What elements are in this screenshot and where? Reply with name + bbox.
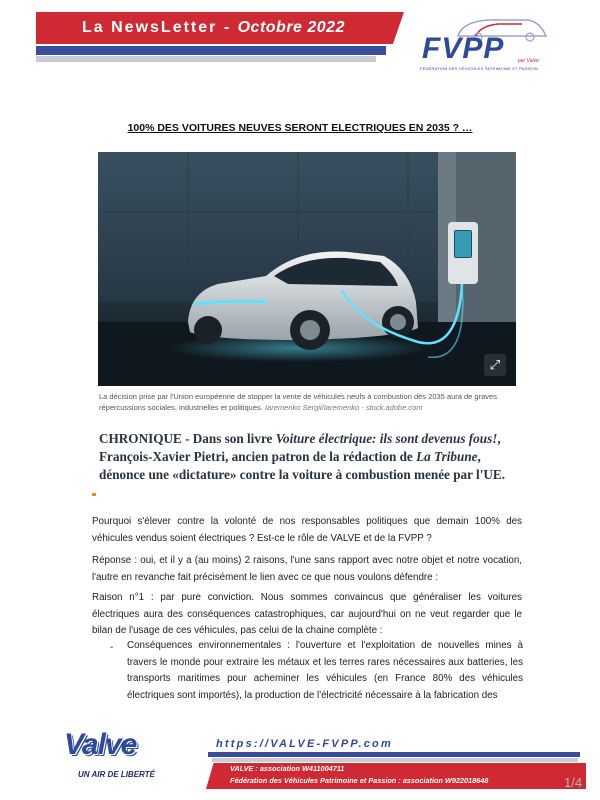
page-number: 1/4 xyxy=(564,775,583,790)
paragraph-3: Raison n°1 : par pure conviction. Nous sommes convaincus que généraliser les voitures électriques aura des conséquences catastrophiques, car aujourd'hui on ne veut regarder que le bilan de l'usage de ces véhicules, pas celui de la chaine complète : xyxy=(92,592,522,636)
chronique-newspaper: La Tribune xyxy=(416,449,478,464)
header-stripe-blue xyxy=(36,46,386,55)
fvpp-logo-par: par Valve xyxy=(518,58,539,64)
fvpp-logo-tagline: FÉDÉRATION DES VÉHICULES PATRIMOINE ET PASSION xyxy=(420,66,538,71)
valve-logo xyxy=(56,728,176,788)
newsletter-month: Octobre 2022 xyxy=(237,19,345,36)
image-caption xyxy=(99,391,519,413)
fvpp-logo xyxy=(418,12,558,74)
paragraph-1: Pourquoi s'élever contre la volonté de nos responsables politiques que demain 100% des véhicules vendus soient électriques ? Est-ce le rôle de VALVE et de la FVPP ? xyxy=(92,516,522,544)
valve-logo-text: Valve xyxy=(64,728,137,761)
electric-car-illustration xyxy=(98,152,516,386)
footer-association-fvpp: Fédération des Véhicules Patrimoine et Passion : association W922018648 xyxy=(230,776,489,785)
footer-stripe-blue xyxy=(208,752,580,757)
chronique-lead xyxy=(99,430,519,484)
chronique-book-title: Voiture électrique: ils sont devenus fous! xyxy=(275,431,498,446)
footer-website-link[interactable]: https://VALVE-FVPP.com xyxy=(216,738,393,750)
newsletter-title xyxy=(82,19,345,37)
hero-image xyxy=(98,152,516,386)
chronique-part-3: , dénonce une «dictature» contre la voiture à combustion menée par l'UE. xyxy=(99,449,505,482)
footer-association-valve: VALVE : association W411004711 xyxy=(230,764,345,773)
expand-icon[interactable]: ⤢ xyxy=(484,354,506,376)
chronique-part-2: , François-Xavier Pietri, ancien patron de la rédaction de xyxy=(99,431,501,464)
bullet-environment: Conséquences environnementales : l'ouverture et l'exploitation de nouvelles mines à travers le monde pour extraire les métaux et les terres rares nécessaires aux batteries, les transports maritimes pour acheminer les véhicules (en France 80% des véhicules électriques sont importés), la production de l'électricité nécessaire à la fabrication des xyxy=(127,640,523,701)
header-stripe-gray xyxy=(36,56,376,62)
valve-slogan: UN AIR DE LIBERTÉ xyxy=(78,770,155,779)
paragraph-2: Réponse : oui, et il y a (au moins) 2 raisons, l'une sans rapport avec notre objet et notre vocation, l'autre en revanche fait précisément le lien avec ce que nous voulons défendre : xyxy=(92,555,522,583)
caption-credit: Iaremenko Sergii/Iaremenko - stock.adobe.com xyxy=(264,403,423,412)
fvpp-logo-text: FVPP xyxy=(422,32,505,65)
caption-text: La décision prise par l'Union européenne de stopper la vente de véhicules neufs à combustion dès 2035 aura de graves répercussions sociales, industrielles et politiques. xyxy=(99,392,497,412)
newsletter-label: La NewsLetter - xyxy=(82,19,232,36)
footer-stripe-gray xyxy=(212,758,578,762)
bullet-dash: - xyxy=(110,642,114,653)
article-title: 100% DES VOITURES NEUVES SERONT ELECTRIQUES EN 2035 ? … xyxy=(127,122,473,134)
chronique-part-1: CHRONIQUE - Dans son livre xyxy=(99,431,276,446)
orange-marker xyxy=(92,493,96,496)
